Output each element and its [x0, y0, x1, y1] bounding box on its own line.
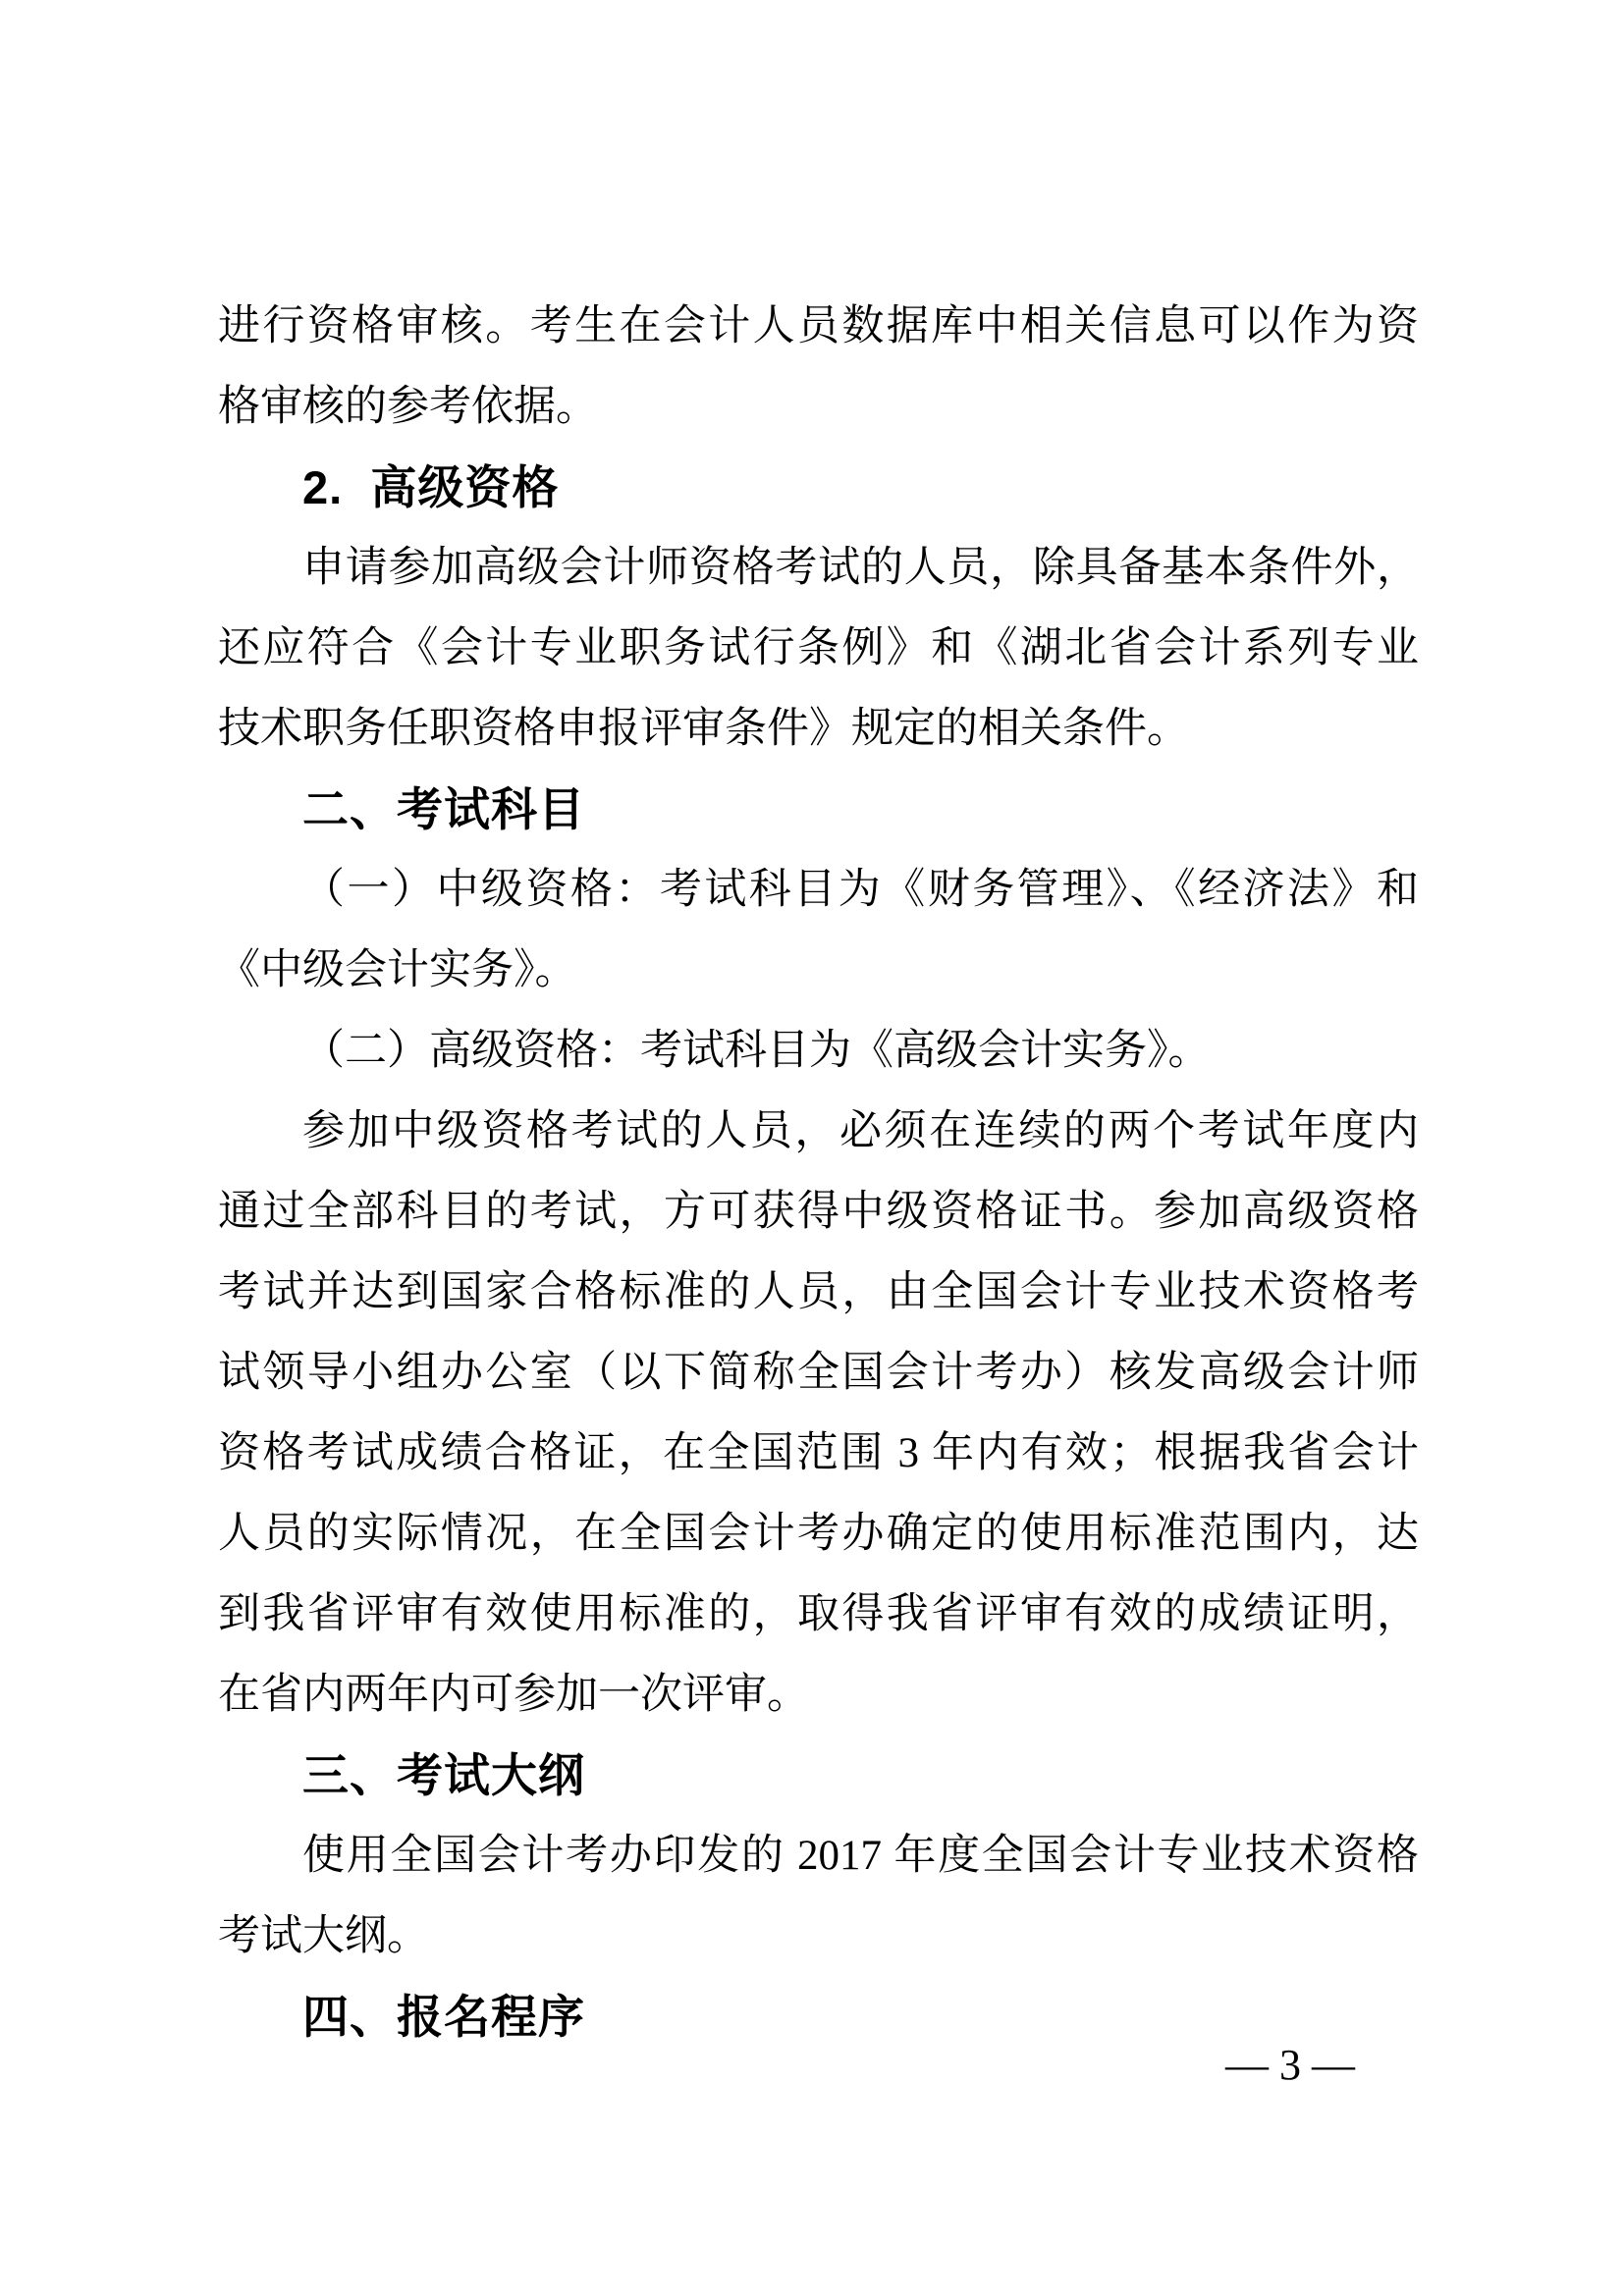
- text-line: （二）高级资格：考试科目为《高级会计实务》。: [302, 1028, 1211, 1074]
- text-line: 格审核的参考依据。: [218, 384, 598, 430]
- paragraph: [218, 850, 1419, 1011]
- text-line: 在省内两年内可参加一次评审。: [218, 1672, 809, 1718]
- page-number: — 3 —: [1225, 2041, 1355, 2089]
- text-line: 2. 高级资格: [302, 461, 560, 513]
- text-line: 还应符合《会计专业职务试行条例》和《湖北省会计系列专业: [218, 625, 1419, 671]
- text-line: 试领导小组办公室（以下简称全国会计考办）核发高级会计师: [218, 1350, 1419, 1396]
- text-line: 进行资格审核。考生在会计人员数据库中相关信息可以作为资: [218, 303, 1419, 349]
- text-line: 考试大纲。: [218, 1913, 429, 1959]
- text-line: 四、报名程序: [302, 1991, 585, 2043]
- text-line: 到我省评审有效使用标准的，取得我省评审有效的成绩证明，: [218, 1591, 1419, 1637]
- text-line: 二、考试科目: [302, 783, 585, 835]
- text-line: 考试并达到国家合格标准的人员，由全国会计专业技术资格考: [218, 1269, 1419, 1315]
- text-line: 使用全国会计考办印发的 2017 年度全国会计专业技术资格: [302, 1833, 1419, 1879]
- text-line: 人员的实际情况，在全国会计考办确定的使用标准范围内，达: [218, 1511, 1419, 1557]
- section-heading: [218, 448, 1419, 528]
- paragraph: [218, 528, 1419, 770]
- paragraph: [218, 1816, 1419, 1977]
- text-line: 三、考试大纲: [302, 1749, 585, 1801]
- text-line: （一）中级资格：考试科目为《财务管理》、《经济法》和: [302, 867, 1419, 913]
- section-heading: [218, 770, 1419, 850]
- text-line: 《中级会计实务》。: [218, 947, 577, 993]
- paragraph: [218, 287, 1419, 448]
- text-line: 技术职务任职资格申报评审条件》规定的相关条件。: [218, 706, 1189, 752]
- section-heading: [218, 1735, 1419, 1816]
- paragraph: [218, 1011, 1419, 1092]
- text-line: 资格考试成绩合格证，在全国范围 3 年内有效；根据我省会计: [218, 1430, 1419, 1476]
- text-line: 参加中级资格考试的人员，必须在连续的两个考试年度内: [302, 1108, 1419, 1154]
- document-body: [218, 287, 1419, 2057]
- paragraph: [218, 1092, 1419, 1735]
- text-line: 申请参加高级会计师资格考试的人员，除具备基本条件外，: [302, 545, 1419, 591]
- text-line: 通过全部科目的考试，方可获得中级资格证书。参加高级资格: [218, 1189, 1419, 1235]
